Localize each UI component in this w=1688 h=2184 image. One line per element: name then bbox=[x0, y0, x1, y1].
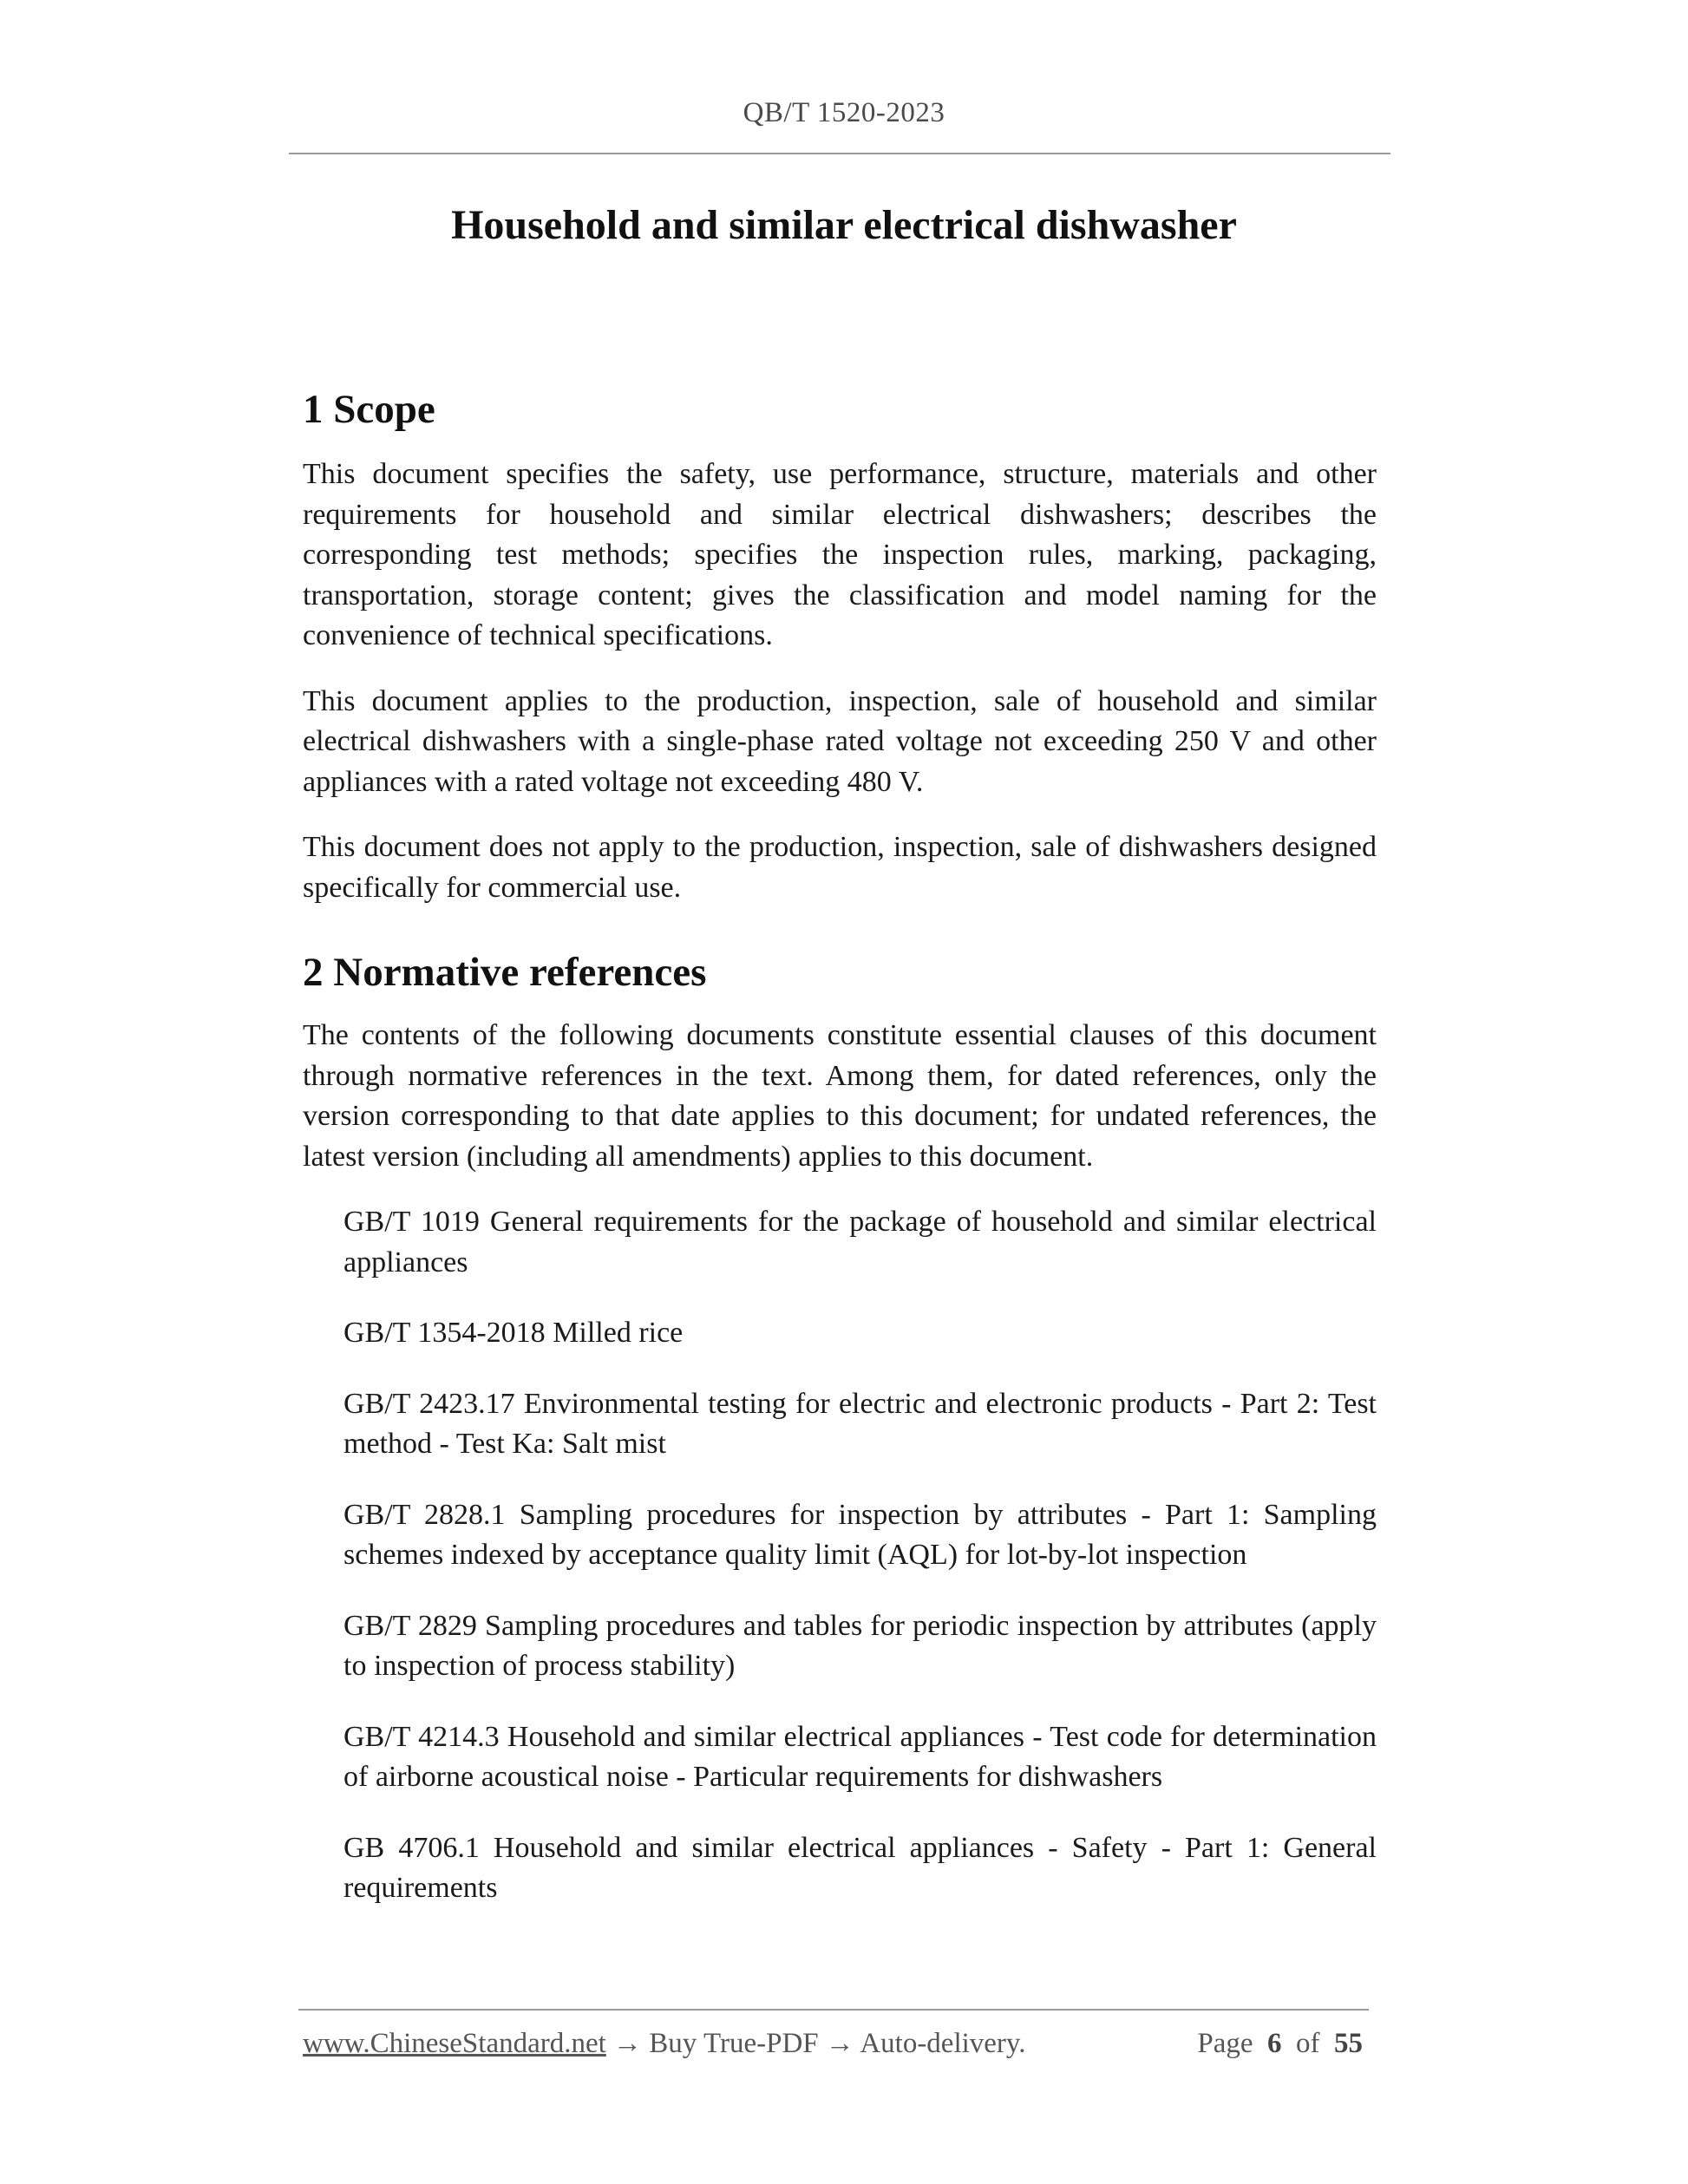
header-divider bbox=[289, 153, 1390, 154]
section-heading-normative-references: 2 Normative references bbox=[303, 950, 707, 995]
page-indicator bbox=[1197, 2028, 1363, 2060]
reference-item: GB/T 1354-2018 Milled rice bbox=[343, 1317, 684, 1349]
scope-paragraph: This document does not apply to the production, inspection, sale of dishwashers designed specifically for commercial use. bbox=[303, 831, 1377, 904]
reference-item: GB/T 2829 Sampling procedures and tables for periodic inspection by attributes (apply to inspection of process stability) bbox=[343, 1609, 1377, 1682]
document-body bbox=[303, 380, 1377, 1909]
normative-references-intro: The contents of the following documents constitute essential clauses of this document through normative references in the text. Among them, for dated references, only the version corresponding to that date applies to this document; for undated references, the latest version (including all amendments) applies to this document. bbox=[303, 1019, 1377, 1173]
website-link[interactable]: www.ChineseStandard.net bbox=[303, 2028, 606, 2059]
reference-item: GB/T 1019 General requirements for the package of household and similar electrical appliances bbox=[343, 1206, 1377, 1278]
total-pages: 55 bbox=[1334, 2028, 1363, 2059]
footer-divider bbox=[298, 2009, 1369, 2011]
auto-delivery-text: Auto-delivery. bbox=[860, 2028, 1026, 2059]
arrow-right-icon: → bbox=[825, 2028, 854, 2059]
scope-paragraph: This document specifies the safety, use performance, structure, materials and other requirements for household and similar electrical dishwashers; describes the corresponding test methods; specifies the inspection rules, marking, packaging, transportation, storage content; gives the classification and model naming for the convenience of technical specifications. bbox=[303, 458, 1377, 651]
reference-item: GB/T 4214.3 Household and similar electrical appliances - Test code for determination of airborne acoustical noise - Particular requirements for dishwashers bbox=[343, 1720, 1377, 1793]
reference-item: GB/T 2828.1 Sampling procedures for inspection by attributes - Part 1: Sampling schemes indexed by acceptance quality limit (AQL) for lot-by-lot inspection bbox=[343, 1498, 1377, 1571]
scope-paragraph: This document applies to the production, inspection, sale of household and similar electrical dishwashers with a single-phase rated voltage not exceeding 250 V and other appliances with a rated voltage not exceeding 480 V. bbox=[303, 684, 1377, 798]
document-code-header: QB/T 1520-2023 bbox=[743, 97, 945, 128]
page-label: Page bbox=[1197, 2028, 1253, 2059]
document-title: Household and similar electrical dishwasher bbox=[451, 202, 1237, 248]
reference-list bbox=[303, 1202, 1377, 1909]
reference-item: GB 4706.1 Household and similar electrical appliances - Safety - Part 1: General requirements bbox=[343, 1831, 1377, 1904]
of-label: of bbox=[1296, 2028, 1320, 2059]
section-heading-scope: 1 Scope bbox=[303, 387, 435, 432]
reference-item: GB/T 2423.17 Environmental testing for electric and electronic products - Part 2: Test method - Test Ka: Salt mist bbox=[343, 1387, 1377, 1460]
buy-pdf-text: Buy True-PDF bbox=[649, 2028, 819, 2059]
footer-promo bbox=[303, 2028, 1026, 2060]
current-page-number: 6 bbox=[1267, 2028, 1282, 2059]
arrow-right-icon: → bbox=[613, 2028, 643, 2059]
